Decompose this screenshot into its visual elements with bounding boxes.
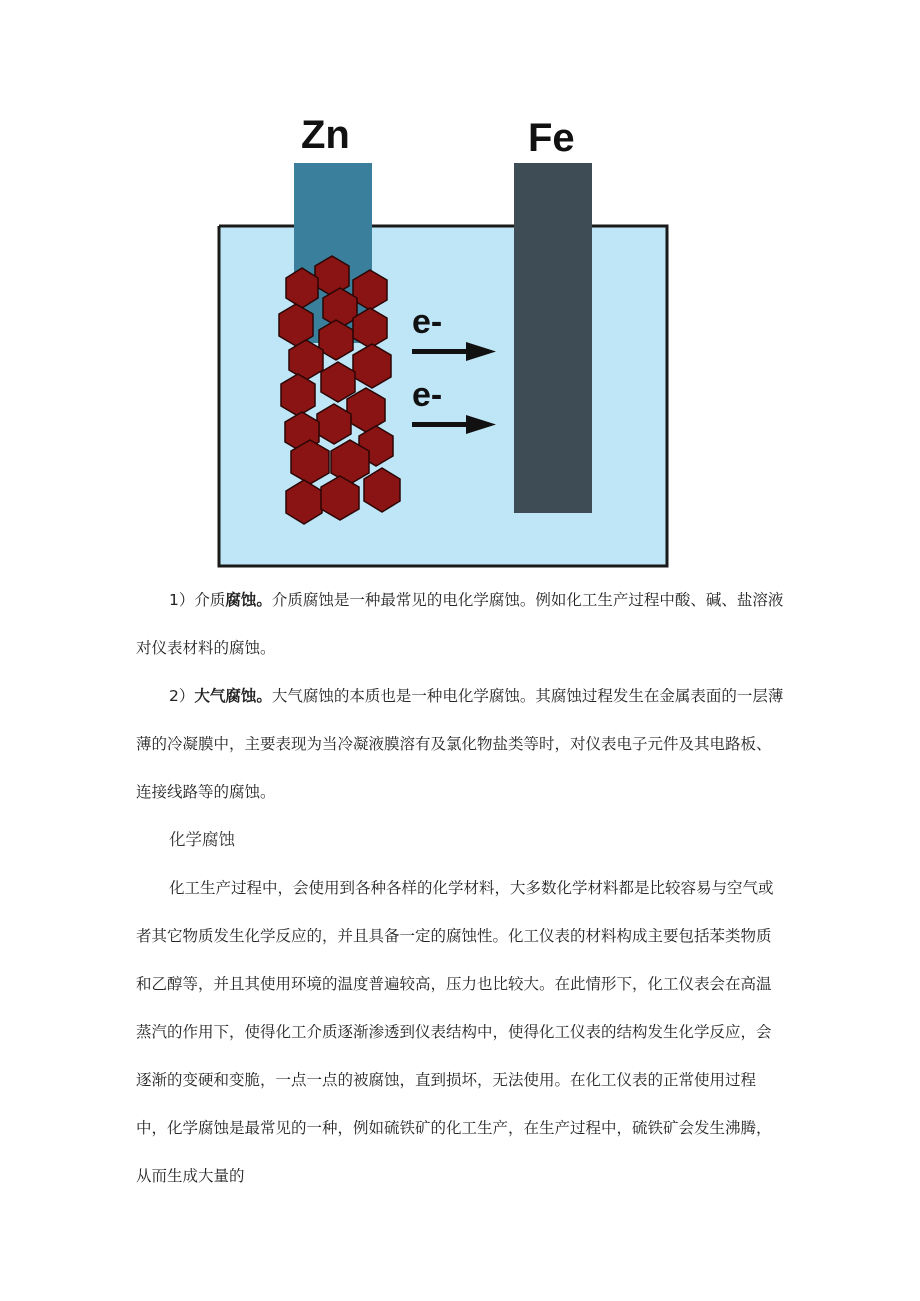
p1-prefix: 1）介质 xyxy=(169,591,226,609)
p2-body: 大气腐蚀的本质也是一种电化学腐蚀。其腐蚀过程发生在金属表面的一层薄薄的冷凝膜中，主要表现为当冷凝液膜溶有及氯化物盐类等时，对仪表电子元件及其电路板、连接线路等的腐蚀。 xyxy=(136,687,784,801)
p2-bold-term: 大气腐蚀。 xyxy=(194,687,272,705)
p1-bold-term: 腐蚀。 xyxy=(225,591,272,609)
p1-body: 介质腐蚀是一种最常见的电化学腐蚀。例如化工生产过程中酸、碱、盐溶液对仪表材料的腐蚀。 xyxy=(136,591,784,657)
iron-electrode xyxy=(514,163,592,513)
zinc-label: Zn xyxy=(301,113,350,157)
paragraph-chemical-corrosion xyxy=(136,864,786,1200)
galvanic-cell-diagram xyxy=(200,108,680,570)
p3-body: 化工生产过程中，会使用到各种各样的化学材料，大多数化学材料都是比较容易与空气或者其它物质发生化学反应的，并且具备一定的腐蚀性。化工仪表的材料构成主要包括苯类物质和乙醇等，并且其使用环境的温度普遍较高，压力也比较大。在此情形下，化工仪表会在高温蒸汽的作用下，使得化工介质逐渐渗透到仪表结构中，使得化工仪表的结构发生化学反应，会逐渐的变硬和变脆，一点一点的被腐蚀，直到损坏，无法使用。在化工仪表的正常使用过程中，化学腐蚀是最常见的一种，例如硫铁矿的化工生产，在生产过程中，硫铁矿会发生沸腾，从而生成大量的 xyxy=(136,879,774,1185)
paragraph-atmospheric-corrosion xyxy=(136,672,786,816)
iron-label: Fe xyxy=(528,116,575,160)
paragraph-medium-corrosion xyxy=(136,576,786,672)
electron-label-2: e- xyxy=(412,376,443,414)
section-heading-chemical-corrosion: 化学腐蚀 xyxy=(169,830,235,849)
electron-label-1: e- xyxy=(412,303,443,341)
p2-prefix: 2） xyxy=(169,687,195,705)
